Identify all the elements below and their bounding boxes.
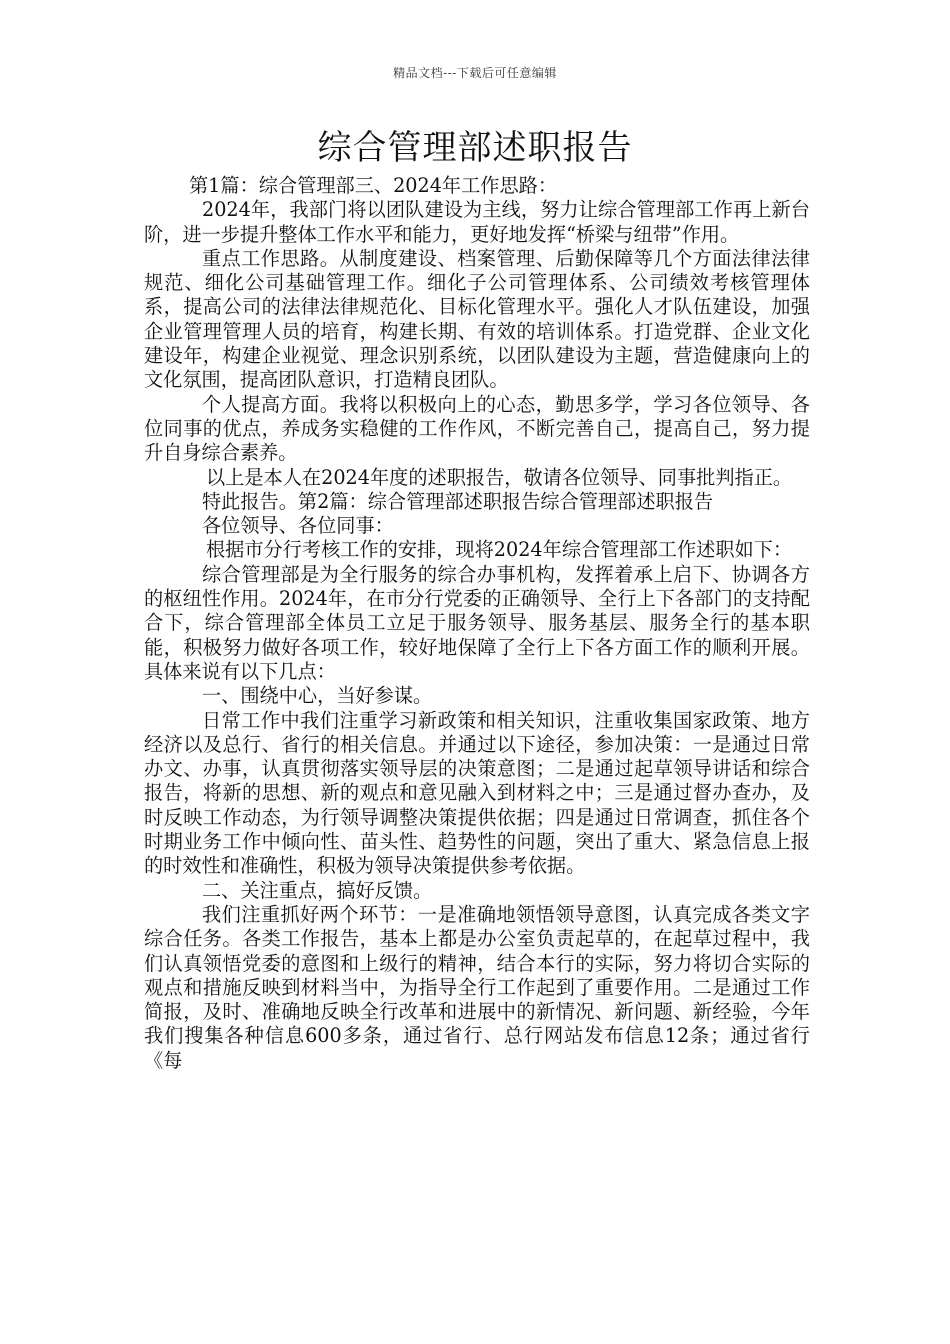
paragraph: 2024年，我部门将以团队建设为主线，努力让综合管理部工作再上新台阶，进一步提升整体工作水平和能力，更好地发挥“桥梁与纽带”作用。	[144, 198, 810, 246]
paragraph: 综合管理部是为全行服务的综合办事机构，发挥着承上启下、协调各方的枢纽性作用。2024年，在市分行党委的正确领导、全行上下各部门的支持配合下，综合管理部全体员工立足于服务领导、服务基层、服务全行的基本职能，积极努力做好各项工作，较好地保障了全行上下各方面工作的顺利开展。具体来说有以下几点：	[144, 562, 810, 683]
page-header: 精品文档---下载后可任意编辑	[393, 66, 557, 80]
paragraph: 各位领导、各位同事：	[202, 514, 394, 538]
section-heading: 二、关注重点，搞好反馈。	[202, 878, 433, 902]
paragraph: 特此报告。第2篇：综合管理部述职报告综合管理部述职报告	[202, 489, 714, 513]
paragraph: 根据市分行考核工作的安排，现将2024年综合管理部工作述职如下：	[206, 538, 793, 562]
paragraph: 日常工作中我们注重学习新政策和相关知识，注重收集国家政策、地方经济以及总行、省行的相关信息。并通过以下途径，参加决策：一是通过日常办文、办事，认真贯彻落实领导层的决策意图；二是通过起草领导讲话和综合报告，将新的思想、新的观点和意见融入到材料之中；三是通过督办查办，及时反映工作动态，为行领导调整决策提供依据；四是通过日常调查，抓住各个时期业务工作中倾向性、苗头性、趋势性的问题，突出了重大、紧急信息上报的时效性和准确性，积极为领导决策提供参考依据。	[144, 708, 810, 878]
paragraph: 第1篇：综合管理部三、2024年工作思路：	[189, 174, 558, 197]
paragraph: 重点工作思路。从制度建设、档案管理、后勤保障等几个方面法律法律规范、细化公司基础管理工作。细化子公司管理体系、公司绩效考核管理体系，提高公司的法律法律规范化、目标化管理水平。强化人才队伍建设，加强企业管理管理人员的培育，构建长期、有效的培训体系。打造党群、企业文化建设年，构建企业视觉、理念识别系统，以团队建设为主题，营造健康向上的文化氛围，提高团队意识，打造精良团队。	[144, 246, 810, 392]
paragraph: 个人提高方面。我将以积极向上的心态，勤思多学，学习各位领导、各位同事的优点，养成务实稳健的工作作风，不断完善自己，提高自己，努力提升自身综合素养。	[144, 392, 810, 465]
document-title: 综合管理部述职报告	[317, 128, 633, 168]
section-heading: 一、围绕中心，当好参谋。	[202, 684, 433, 708]
document-body	[144, 174, 810, 1073]
paragraph: 以上是本人在2024年度的述职报告，敬请各位领导、同事批判指正。	[206, 465, 793, 489]
paragraph: 我们注重抓好两个环节：一是准确地领悟领导意图，认真完成各类文字综合任务。各类工作报告，基本上都是办公室负责起草的，在起草过程中，我们认真领悟党委的意图和上级行的精神，结合本行的实际，努力将切合实际的观点和措施反映到材料当中，为指导全行工作起到了重要作用。二是通过工作简报，及时、准确地反映全行改革和进展中的新情况、新问题、新经验，今年我们搜集各种信息600多条，通过省行、总行网站发布信息12条；通过省行《每	[144, 902, 810, 1072]
